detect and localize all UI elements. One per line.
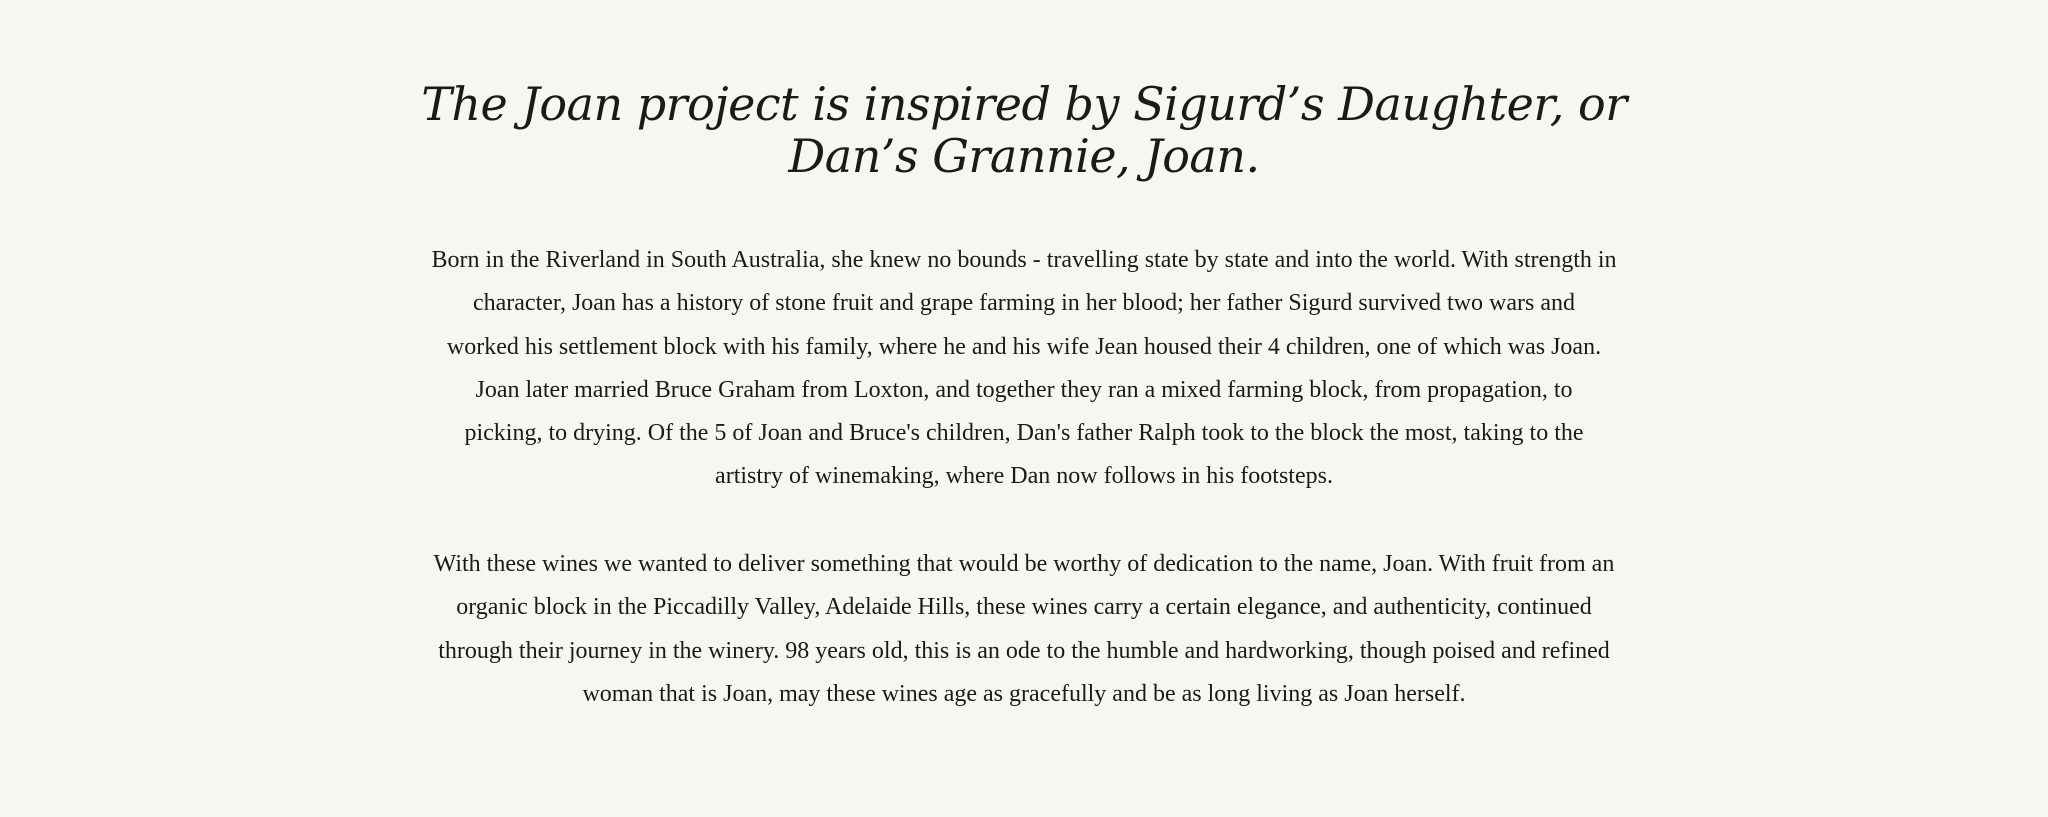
story-heading <box>0 78 2048 182</box>
paragraph-line: With these wines we wanted to deliver something that would be worthy of dedication to the name, Joan. With fruit from an <box>433 551 1615 577</box>
paragraph-line: Born in the Riverland in South Australia, she knew no bounds - travelling state by state and into the world. With strength in <box>431 247 1617 273</box>
heading-line: Dan’s Grannie, Joan. <box>788 129 1260 183</box>
paragraph-line: character, Joan has a history of stone fruit and grape farming in her blood; her father Sigurd survived two wars and <box>472 290 1576 317</box>
story-paragraph-wines <box>394 543 1654 716</box>
paragraph-line: organic block in the Piccadilly Valley, Adelaide Hills, these wines carry a certain elegance, and authenticity, continued <box>456 594 1592 621</box>
paragraph-line: through their journey in the winery. 98 years old, this is an ode to the humble and hardworking, though poised and refined <box>438 637 1610 664</box>
paragraph-line: Joan later married Bruce Graham from Loxton, and together they ran a mixed farming block, from propagation, to <box>475 376 1573 403</box>
paragraph-line: worked his settlement block with his family, where he and his wife Jean housed their 4 children, one of which was Joan. <box>446 333 1602 360</box>
heading-line: The Joan project is inspired by Sigurd’s Daughter, or <box>421 77 1627 131</box>
paragraph-line: artistry of winemaking, where Dan now follows in his footsteps. <box>715 463 1333 490</box>
story-paragraph-family-history <box>394 239 1654 499</box>
paragraph-line: picking, to drying. Of the 5 of Joan and Bruce's children, Dan's father Ralph took to the block the most, taking to the <box>464 420 1584 447</box>
paragraph-line: woman that is Joan, may these wines age as gracefully and be as long living as Joan herself. <box>582 680 1466 707</box>
